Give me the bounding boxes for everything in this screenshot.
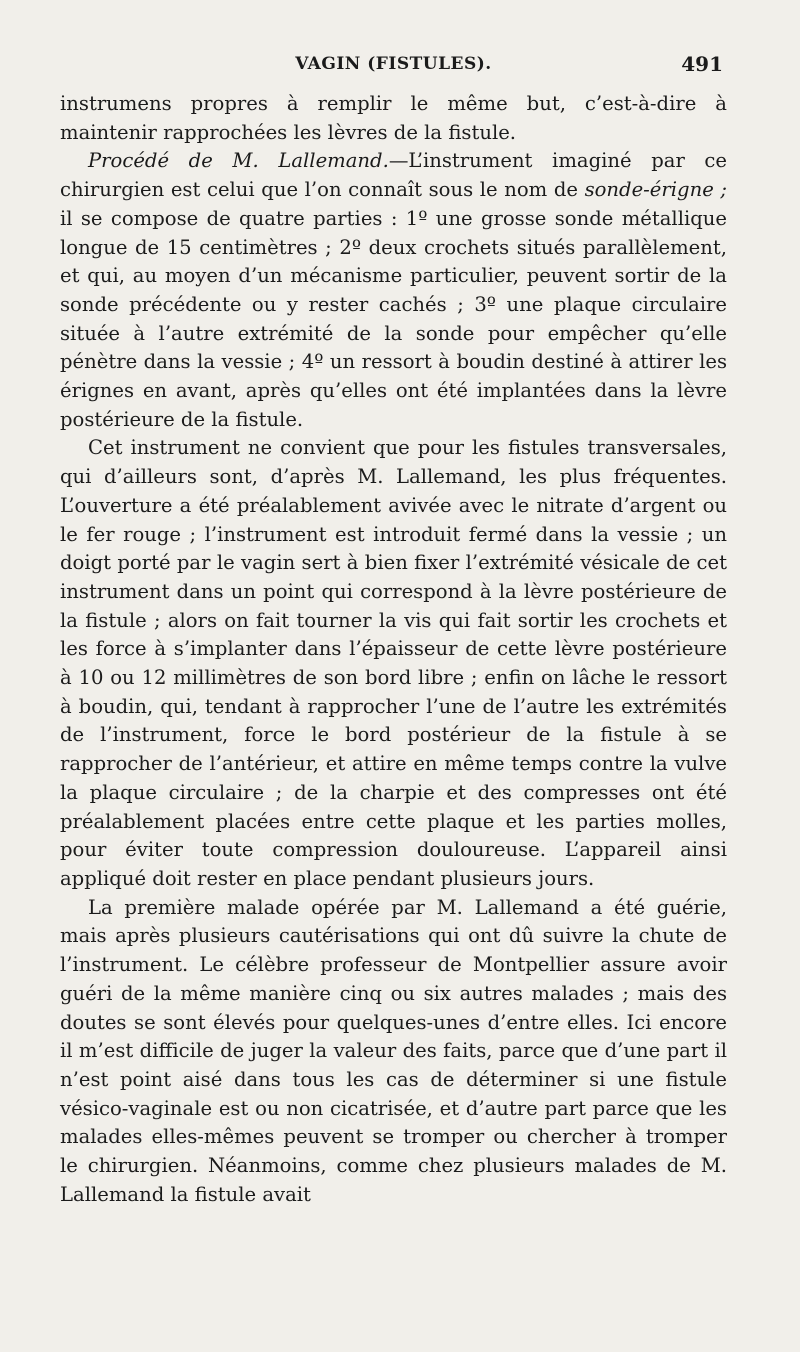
paragraph-2 bbox=[60, 147, 727, 434]
paragraph-3 bbox=[60, 434, 727, 893]
paragraph-3-text: Cet instrument ne convient que pour les fistules transversales, qui d’ailleurs sont, d’après M. Lallemand, les plus fréquentes. L’ouverture a été préalablement avivée avec le nitrate d’argent ou le fer rouge ; l’instrument est introduit fermé dans la vessie ; un doigt porté par le vagin sert à bien fixer l’extrémité vésicale de cet instrument dans un point qui correspond à la lèvre postérieure de la fistule ; alors on fait tourner la vis qui fait sortir les crochets et les force à s’implanter dans l’épaisseur de cette lèvre postérieure à 10 ou 12 millimètres de son bord libre ; enfin on lâche le ressort à boudin, qui, tendant à rapprocher l’une de l’autre les extrémités de l’instrument, force le bord postérieur de la fistule à se rapprocher de l’antérieur, et attire en même temps contre la vulve la plaque circulaire ; de la charpie et des compresses ont été préalablement placées entre cette plaque et les parties molles, pour éviter toute compression douloureuse. L’appareil ainsi appliqué doit rester en place pendant plusieurs jours. bbox=[60, 436, 727, 890]
paragraph-4-text: La première malade opérée par M. Lallemand a été guérie, mais après plusieurs cautérisations qui ont dû suivre la chute de l’instrument. Le célèbre professeur de Montpellier assure avoir guéri de la même manière cinq ou six autres malades ; mais des doutes se sont élevés pour quelques-unes d’entre elles. Ici encore il m’est difficile de juger la valeur des faits, parce que d’une part il n’est point aisé dans tous les cas de déterminer si une fistule vésico-vaginale est ou non cicatrisée, et d’autre part parce que les malades elles-mêmes peuvent se tromper ou chercher à tromper le chirurgien. Néanmoins, comme chez plusieurs malades de M. Lallemand la fistule avait bbox=[60, 895, 727, 1206]
page-header bbox=[60, 48, 727, 78]
paragraph-1-text: instrumens propres à remplir le même but, c’est-à-dire à maintenir rapprochées les lèvres de la fistule. bbox=[60, 92, 727, 144]
instrument-name: sonde-érigne ; bbox=[584, 178, 728, 202]
book-page bbox=[60, 48, 727, 1328]
paragraph-4 bbox=[60, 894, 727, 1210]
body-text bbox=[60, 90, 727, 1209]
paragraph-1 bbox=[60, 90, 727, 147]
procedure-title: Procédé de M. Lallemand. bbox=[88, 149, 389, 173]
running-title: VAGIN (FISTULES). bbox=[295, 54, 492, 74]
page-number: 491 bbox=[681, 52, 723, 76]
paragraph-2-text-before: —L’instrument imaginé par ce chirurgien est celui que l’on connaît sous le nom de bbox=[60, 149, 727, 202]
paragraph-2-text-after: il se compose de quatre parties : 1º une grosse sonde métallique longue de 15 centimètres ; 2º deux crochets situés parallèlement, et qui, au moyen d’un mécanisme particulier, peuvent sortir de la sonde précédente ou y rester cachés ; 3º une plaque circulaire située à l’autre extrémité de la sonde pour empêcher qu’elle pénètre dans la vessie ; 4º un ressort à boudin destiné à attirer les érignes en avant, après qu’elles ont été implantées dans la lèvre postérieure de la fistule. bbox=[60, 206, 727, 431]
